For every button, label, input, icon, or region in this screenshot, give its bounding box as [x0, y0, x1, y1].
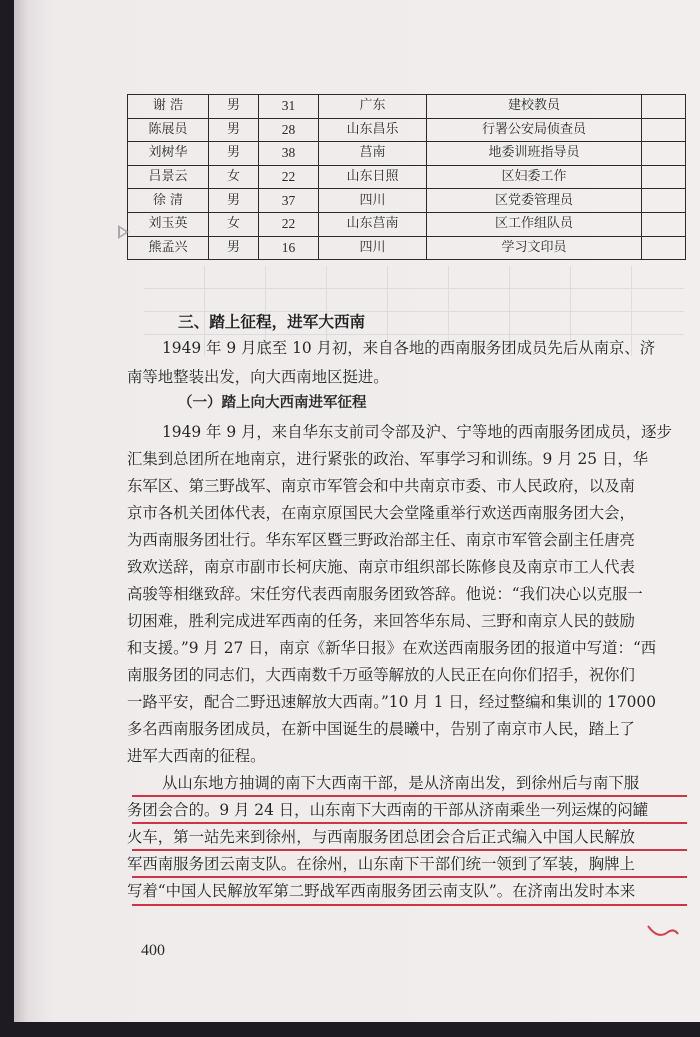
cell-age: 31 [259, 95, 319, 119]
cell-name: 刘树华 [128, 142, 209, 166]
table-row [128, 165, 686, 189]
paragraph-line: 切困难，胜利完成进军西南的任务，来回答华东局、三野和南京人民的鼓励 [127, 612, 635, 630]
cell-sex: 男 [209, 236, 259, 260]
page-marker-triangle [118, 225, 129, 239]
cell-sex: 女 [209, 212, 259, 236]
paragraph-line: 写着“中国人民解放军第二野战军西南服务团云南支队”。在济南出发时本来 [127, 882, 636, 900]
cell-age: 22 [259, 165, 319, 189]
table-row [128, 95, 686, 119]
cell-origin: 山东日照 [319, 165, 427, 189]
paragraph-line: 南服务团的同志们，大西南数千万亟等解放的人民正在向你们招手，祝你们 [127, 666, 635, 684]
cell-sex: 男 [209, 95, 259, 119]
cell-name: 熊孟兴 [128, 236, 209, 260]
book-page [14, 0, 700, 1022]
cell-origin: 四川 [319, 236, 427, 260]
cell-post: 区妇委工作 [427, 165, 642, 189]
cell-empty [642, 189, 686, 213]
table-row [128, 236, 686, 260]
cell-age: 22 [259, 212, 319, 236]
page-number: 400 [141, 942, 165, 959]
cell-post: 学习文印员 [427, 236, 642, 260]
cell-origin: 莒南 [319, 142, 427, 166]
personnel-table-body [128, 95, 686, 260]
cell-post: 地委训班指导员 [427, 142, 642, 166]
paragraph-line: 火车，第一站先来到徐州，与西南服务团总团会合后正式编入中国人民解放 [127, 828, 635, 846]
cell-name: 陈展员 [128, 118, 209, 142]
paragraph-line: 多名西南服务团成员，在新中国诞生的晨曦中，告别了南京市人民，踏上了 [127, 720, 635, 738]
intro-line: 南等地整装出发，向大西南地区挺进。 [127, 368, 389, 386]
cell-post: 区工作组队员 [427, 212, 642, 236]
cell-origin: 广东 [319, 95, 427, 119]
section-heading: 三、踏上征程，进军大西南 [178, 313, 366, 331]
table-row [128, 212, 686, 236]
paragraph-line: 东军区、第三野战军、南京市军管会和中共南京市委、市人民政府，以及南 [127, 477, 635, 495]
cell-empty [642, 236, 686, 260]
cell-empty [642, 212, 686, 236]
cell-age: 37 [259, 189, 319, 213]
cell-origin: 四川 [319, 189, 427, 213]
cell-origin: 山东莒南 [319, 212, 427, 236]
cell-name: 谢 浩 [128, 95, 209, 119]
cell-age: 28 [259, 118, 319, 142]
personnel-table [127, 94, 686, 260]
paragraph-line: 进军大西南的征程。 [127, 747, 266, 765]
cell-age: 16 [259, 236, 319, 260]
table-row [128, 189, 686, 213]
cell-sex: 男 [209, 189, 259, 213]
paragraph-line: 高骏等相继致辞。宋任穷代表西南服务团致答辞。他说：“我们决心以克服一 [127, 585, 643, 603]
cell-post: 区党委管理员 [427, 189, 642, 213]
paragraph-line: 从山东地方抽调的南下大西南干部，是从济南出发，到徐州后与南下服 [162, 774, 640, 792]
paragraph-line: 京市各机关团体代表，在南京原国民大会堂隆重举行欢送西南服务团大会， [127, 504, 635, 522]
paragraph-line: 为西南服务团壮行。华东军区暨三野政治部主任、南京市军管会副主任唐亮 [127, 531, 635, 549]
cell-empty [642, 118, 686, 142]
paragraph-line: 1949 年 9 月，来自华东支前司令部及沪、宁等地的西南服务团成员，逐步 [162, 423, 672, 441]
paragraph-line: 务团会合的。9 月 24 日，山东南下大西南的干部从济南乘坐一列运煤的闷罐 [127, 801, 649, 819]
intro-line: 1949 年 9 月底至 10 月初，来自各地的西南服务团成员先后从南京、济 [162, 339, 656, 357]
cell-origin: 山东昌乐 [319, 118, 427, 142]
cell-name: 吕景云 [128, 165, 209, 189]
table-row [128, 142, 686, 166]
cell-post: 建校教员 [427, 95, 642, 119]
cell-age: 38 [259, 142, 319, 166]
cell-sex: 女 [209, 165, 259, 189]
cell-name: 刘玉英 [128, 212, 209, 236]
table-row [128, 118, 686, 142]
cell-empty [642, 95, 686, 119]
cell-sex: 男 [209, 118, 259, 142]
cell-post: 行署公安局侦查员 [427, 118, 642, 142]
paragraph-line: 和支援。”9 月 27 日，南京《新华日报》在欢送西南服务团的报道中写道：“西 [127, 639, 657, 657]
cell-empty [642, 142, 686, 166]
paragraph-line: 致欢送辞，南京市副市长柯庆施、南京市组织部长陈修良及南京市工人代表 [127, 558, 635, 576]
paragraph-line: 军西南服务团云南支队。在徐州，山东南下干部们统一领到了军装，胸牌上 [127, 855, 635, 873]
cell-name: 徐 清 [128, 189, 209, 213]
cell-sex: 男 [209, 142, 259, 166]
red-pen-underline [132, 904, 687, 906]
red-pen-mark [644, 922, 684, 944]
cell-empty [642, 165, 686, 189]
paragraph-line: 一路平安，配合二野迅速解放大西南。”10 月 1 日，经过整编和集训的 17000 [127, 693, 657, 711]
paragraph-line: 汇集到总团所在地南京，进行紧张的政治、军事学习和训练。9 月 25 日，华 [127, 450, 649, 468]
subsection-heading: （一）踏上向大西南进军征程 [178, 395, 367, 411]
